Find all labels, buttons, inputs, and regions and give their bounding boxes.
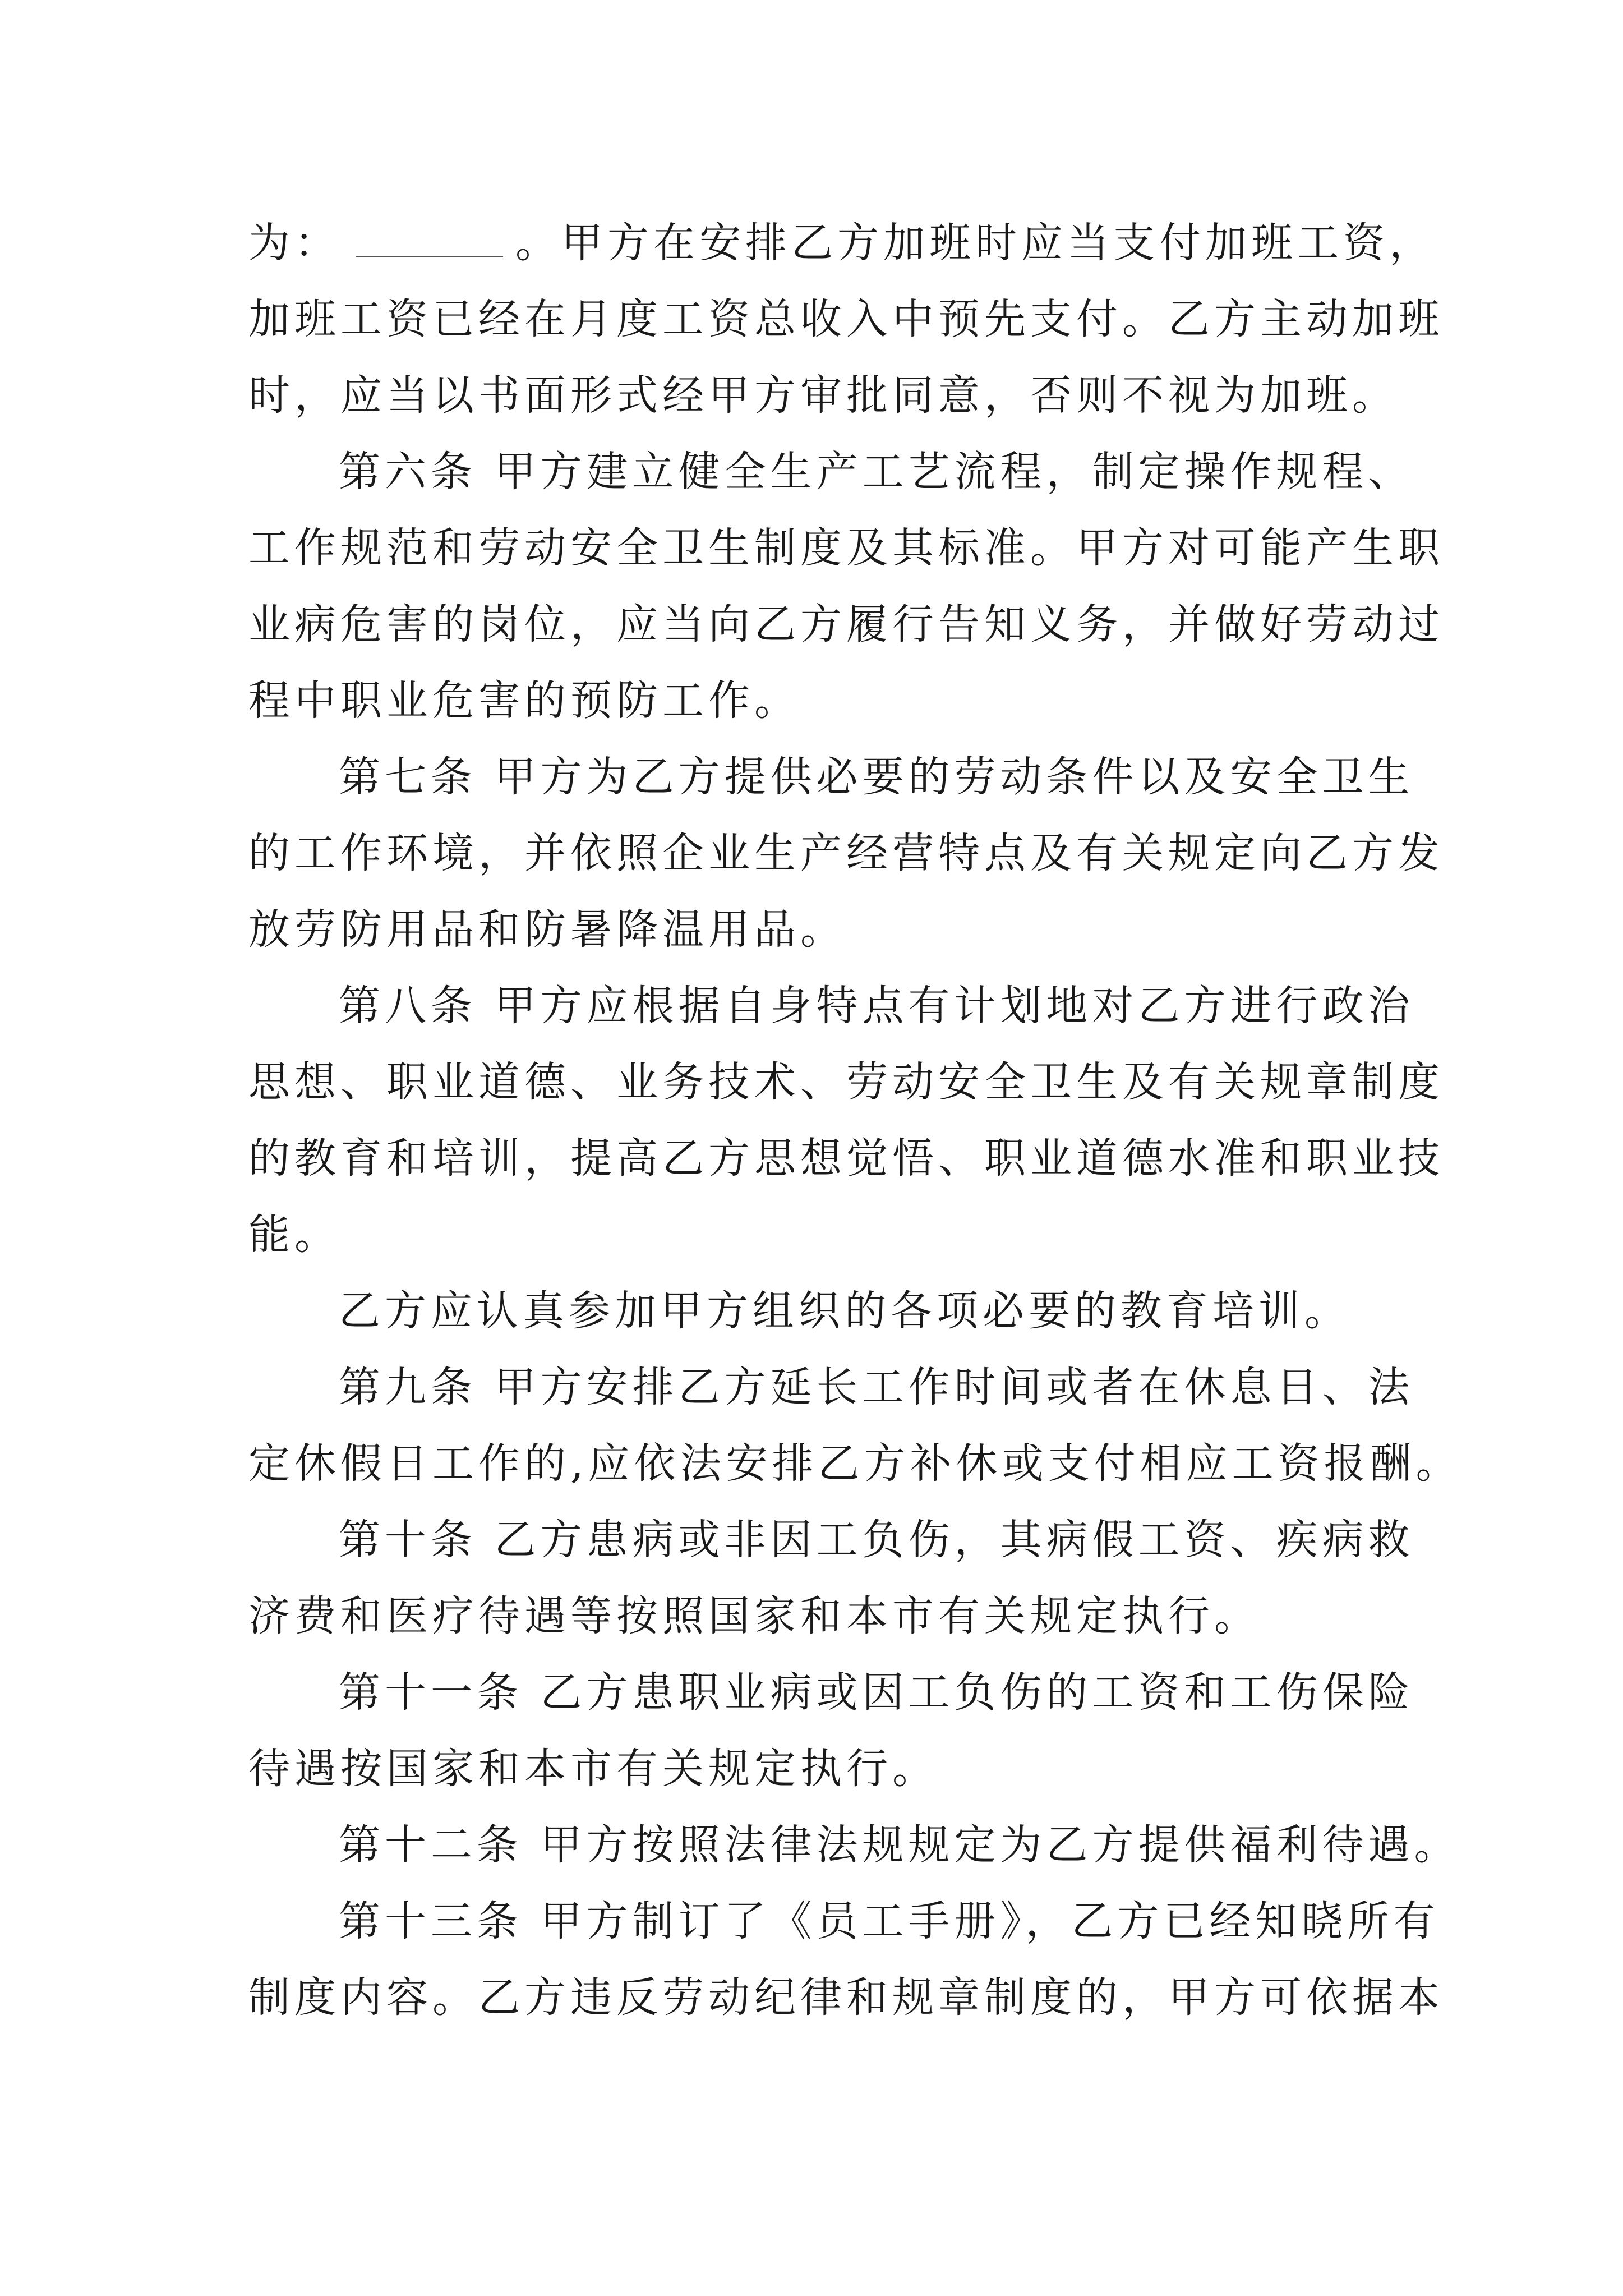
- article-11-heading: 第十一条 乙方患职业病或因工负伤的工资和工伤保险: [339, 1668, 1414, 1717]
- article-6-heading: 第六条 甲方建立健全生产工艺流程，制定操作规程、: [339, 448, 1414, 496]
- text-line: [248, 219, 1435, 267]
- text-segment: 。甲方在安排乙方加班时应当支付加班工资，: [515, 219, 1435, 267]
- text-line: 放劳防用品和防暑降温用品。: [248, 905, 846, 954]
- text-line: 能。: [248, 1211, 340, 1259]
- article-10-heading: 第十条 乙方患病或非因工负伤，其病假工资、疾病救: [339, 1516, 1414, 1564]
- text-line: 业病危害的岗位，应当向乙方履行告知义务，并做好劳动过: [248, 600, 1444, 648]
- article-9-heading: 第九条 甲方安排乙方延长工作时间或者在休息日、法: [339, 1363, 1414, 1411]
- article-12-heading: 第十二条 甲方按照法律法规规定为乙方提供福利待遇。: [339, 1821, 1460, 1869]
- text-line: 待遇按国家和本市有关规定执行。: [248, 1745, 938, 1793]
- paragraph-line: 乙方应认真参加甲方组织的各项必要的教育培训。: [339, 1287, 1350, 1335]
- text-line: 工作规范和劳动安全卫生制度及其标准。甲方对可能产生职: [248, 524, 1444, 572]
- text-line: 程中职业危害的预防工作。: [248, 677, 800, 725]
- text-line: 加班工资已经在月度工资总收入中预先支付。乙方主动加班: [248, 295, 1444, 343]
- text-line: 的工作环境，并依照企业生产经营特点及有关规定向乙方发: [248, 829, 1444, 877]
- blank-field: [356, 254, 503, 257]
- text-line: 的教育和培训，提高乙方思想觉悟、职业道德水准和职业技: [248, 1134, 1444, 1182]
- article-7-heading: 第七条 甲方为乙方提供必要的劳动条件以及安全卫生: [339, 753, 1414, 801]
- text-line: 思想、职业道德、业务技术、劳动安全卫生及有关规章制度: [248, 1058, 1444, 1106]
- text-line: 定休假日工作的,应依法安排乙方补休或支付相应工资报酬。: [248, 1439, 1462, 1488]
- text-line: 制度内容。乙方违反劳动纪律和规章制度的，甲方可依据本: [248, 1973, 1444, 2022]
- text-line: 济费和医疗待遇等按照国家和本市有关规定执行。: [248, 1592, 1260, 1640]
- article-8-heading: 第八条 甲方应根据自身特点有计划地对乙方进行政治: [339, 982, 1414, 1030]
- text-segment: 为：: [248, 219, 340, 267]
- article-13-heading: 第十三条 甲方制订了《员工手册》，乙方已经知晓所有: [339, 1897, 1440, 1945]
- text-line: 时，应当以书面形式经甲方审批同意，否则不视为加班。: [248, 371, 1398, 420]
